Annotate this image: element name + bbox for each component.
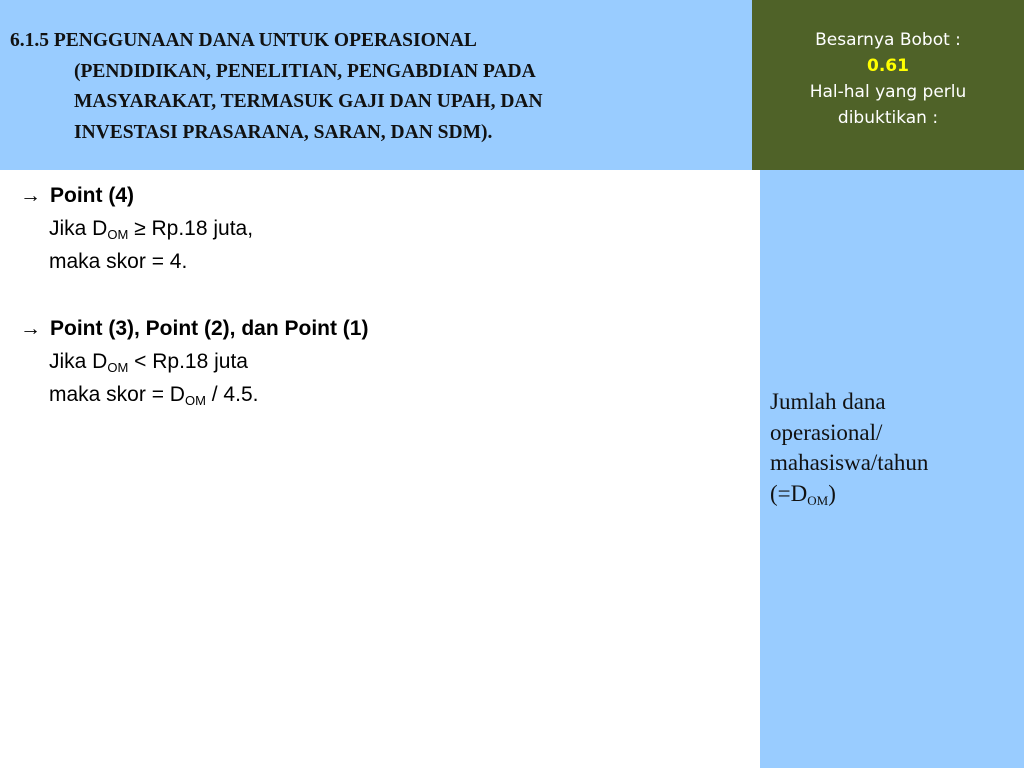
om-subscript: OM [184, 393, 206, 408]
evidence-description [770, 387, 1020, 509]
evidence-line-3: mahasiswa/tahun [770, 450, 929, 475]
evidence-line-4 [770, 479, 1020, 510]
slide-title [0, 0, 752, 170]
point-321-title: Point (3), Point (2), dan Point (1) [50, 317, 369, 340]
title-line-3: MASYARAKAT, TERMASUK GAJI DAN UPAH, DAN [74, 91, 543, 112]
arrow-right-icon: → [20, 184, 41, 207]
title-line-2: (PENDIDIKAN, PENELITIAN, PENGABDIAN PADA [74, 60, 536, 82]
point-321-score-suffix: / 4.5. [205, 383, 259, 406]
weight-label: Besarnya Bobot : [815, 30, 961, 50]
point-321-score [20, 378, 740, 411]
weight-box [752, 0, 1024, 170]
point-4-heading [20, 179, 740, 212]
point-321-condition-suffix: < Rp.18 juta [128, 350, 248, 373]
evidence-line-4-suffix: ) [828, 480, 836, 506]
evidence-note-line-2: dibuktikan : [837, 108, 939, 128]
point-4-title: Point (4) [50, 184, 134, 207]
evidence-line-1: Jumlah dana [770, 389, 886, 414]
title-line-4: INVESTASI PRASARANA, SARAN, DAN SDM). [74, 121, 493, 143]
arrow-right-icon: → [20, 317, 41, 340]
title-line-1: 6.1.5 PENGGUNAAN DANA UNTUK OPERASIONAL [10, 30, 477, 51]
point-4-condition-suffix: ≥ Rp.18 juta, [128, 217, 254, 240]
om-subscript: OM [107, 360, 129, 375]
side-panel [760, 170, 1024, 768]
scoring-rules [20, 179, 740, 411]
weight-value: 0.61 [867, 56, 909, 76]
point-4-condition [20, 212, 740, 245]
om-subscript: OM [107, 227, 129, 242]
point-4-score: maka skor = 4. [49, 250, 188, 273]
point-321-condition [20, 345, 740, 378]
evidence-line-2: operasional/ [770, 419, 883, 445]
evidence-note-line-1: Hal-hal yang perlu [809, 82, 967, 102]
om-subscript: OM [807, 492, 829, 508]
column-divider [752, 170, 760, 768]
point-321-score-prefix: maka skor = D [49, 383, 185, 406]
point-321-heading [20, 312, 740, 345]
spacer [20, 278, 740, 312]
point-4-condition-prefix: Jika D [49, 217, 108, 240]
evidence-line-4-prefix: (=D [770, 480, 808, 506]
point-321-condition-prefix: Jika D [49, 350, 108, 373]
